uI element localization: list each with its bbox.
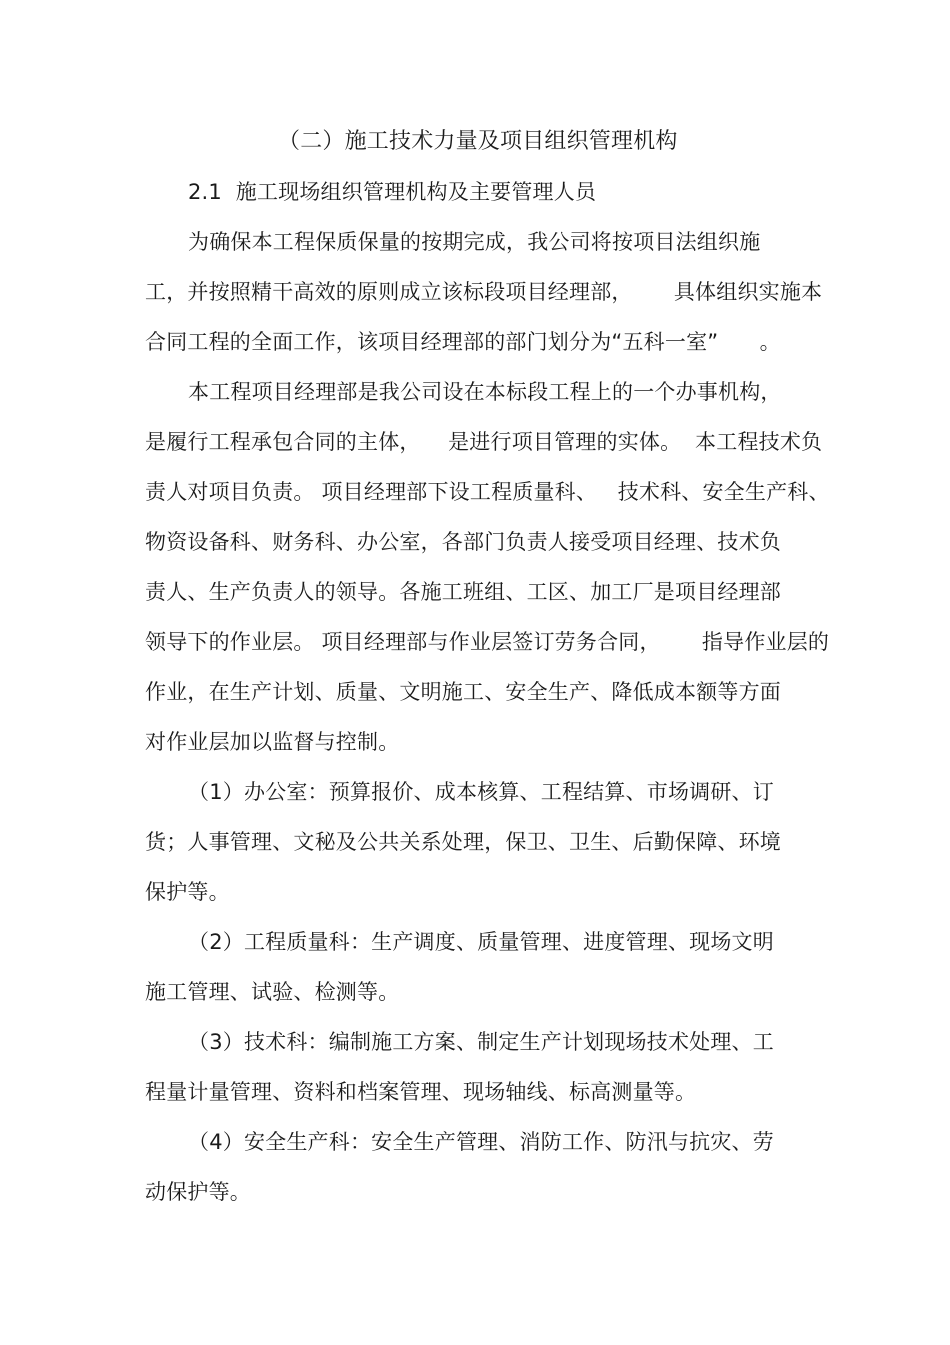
paragraph-line: 工，并按照精干高效的原则成立该标段项目经理部， 具体组织实施本 <box>145 280 823 304</box>
paragraph-line: 对作业层加以监督与控制。 <box>145 730 400 754</box>
section-title: （二）施工技术力量及项目组织管理机构 <box>278 129 678 154</box>
paragraph-line: 是履行工程承包合同的主体， 是进行项目管理的实体。 本工程技术负 <box>145 430 823 454</box>
paragraph-line: 领导下的作业层。 项目经理部与作业层签订劳务合同， 指导作业层的 <box>145 630 830 654</box>
paragraph-line: 物资设备科、财务科、办公室，各部门负责人接受项目经理、技术负 <box>145 530 781 554</box>
list-item-line: 施工管理、试验、检测等。 <box>145 980 400 1004</box>
paragraph-line: 为确保本工程保质保量的按期完成，我公司将按项目法组织施 <box>188 230 761 254</box>
list-item-line: 保护等。 <box>145 880 230 904</box>
paragraph-line: 责人对项目负责。 项目经理部下设工程质量科、 技术科、安全生产科、 <box>145 480 830 504</box>
list-item-line: 货；人事管理、文秘及公共关系处理，保卫、卫生、后勤保障、环境 <box>145 830 781 854</box>
paragraph-line: 本工程项目经理部是我公司设在本标段工程上的一个办事机构， <box>188 380 782 404</box>
list-item-line: 程量计量管理、资料和档案管理、现场轴线、标高测量等。 <box>145 1080 697 1104</box>
list-item-line: （3）技术科：编制施工方案、制定生产计划现场技术处理、工 <box>188 1030 774 1054</box>
list-item-line: 动保护等。 <box>145 1180 251 1204</box>
list-item-line: （2）工程质量科：生产调度、质量管理、进度管理、现场文明 <box>188 930 774 954</box>
paragraph-line: 责人、生产负责人的领导。各施工班组、工区、加工厂是项目经理部 <box>145 580 781 604</box>
paragraph-line: 合同工程的全面工作，该项目经理部的部门划分为“五科一室” 。 <box>145 330 781 354</box>
subsection-title: 2.1 施工现场组织管理机构及主要管理人员 <box>188 180 597 204</box>
list-item-line: （1）办公室：预算报价、成本核算、工程结算、市场调研、订 <box>188 780 774 804</box>
list-item-line: （4）安全生产科：安全生产管理、消防工作、防汛与抗灾、劳 <box>188 1130 774 1154</box>
paragraph-line: 作业，在生产计划、质量、文明施工、安全生产、降低成本额等方面 <box>145 680 781 704</box>
